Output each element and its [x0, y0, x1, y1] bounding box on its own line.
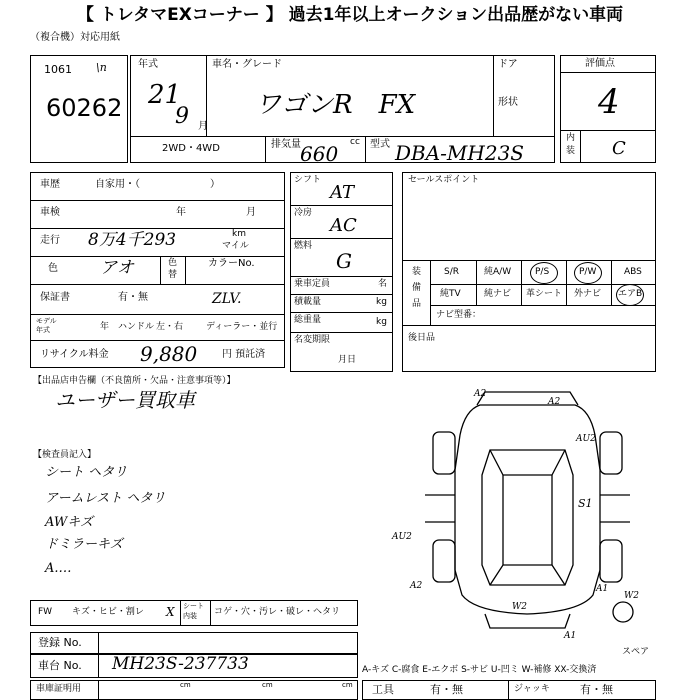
equipment-label-1: 装 [412, 267, 422, 277]
color-label: 色 [48, 263, 58, 274]
inspector-line-5: A.… [45, 561, 72, 576]
shift-value: AT [330, 182, 355, 203]
score-value: 4 [598, 82, 620, 122]
rear-window [490, 565, 565, 585]
notes-label: 【出品店申告欄（不良箇所・欠品・注意事項等）】 [33, 376, 236, 386]
car-body-diagram [395, 380, 660, 640]
notes-value: ユーザー買取車 [55, 388, 195, 412]
inspector-line-4: ドミラーキズ [45, 537, 123, 552]
cm-unit-1: cm [180, 681, 191, 689]
damage-mark-2: A2 [548, 397, 561, 407]
front-bumper [477, 392, 578, 405]
ps-circle-mark [530, 262, 558, 284]
dealer-label: ディーラー・並行 [206, 322, 278, 332]
inspector-line-1: シート ヘタリ [45, 465, 128, 480]
model-value: DBA-MH23S [395, 141, 525, 165]
lower-box-label: 後日品 [408, 333, 436, 343]
left-info-table [30, 172, 285, 368]
inspection-label: 車検 [40, 207, 60, 218]
windshield [490, 450, 565, 475]
navi-label: ナビ型番： [436, 310, 482, 320]
damage-legend: A-キズ C-腐食 E-エクボ S-サビ U-凹ミ W-補修 XX-交換済 [362, 665, 597, 675]
displacement-value: 660 [300, 142, 339, 166]
equipment-label-3: 品 [412, 299, 422, 309]
damage-mark-9: W2 [624, 591, 639, 601]
shape-label: 形状 [498, 97, 518, 108]
displacement-unit: cc [350, 137, 360, 147]
name-label: 車名・グレード [212, 59, 282, 70]
handle-value: 左・右 [156, 322, 184, 332]
equip-ps: P/S [535, 267, 550, 277]
weight-unit: kg [376, 317, 387, 327]
equip-pw: P/W [579, 267, 597, 277]
seat-text: コゲ・穴・汚レ・破レ・ヘタリ [214, 607, 341, 617]
reg-label: 登録 No. [38, 636, 82, 649]
deadline-label: 名変期限 [294, 335, 331, 345]
displacement-label: 排気量 [271, 139, 301, 150]
cert-label: 車庫証明用 [36, 684, 82, 694]
jack-value: 有・無 [580, 683, 613, 696]
ac-value: AC [330, 215, 357, 236]
damage-mark-10: A1 [564, 631, 577, 641]
fw-label: FW [38, 607, 53, 617]
model-year-unit: 年 [100, 322, 110, 332]
recycle-unit: 円 預託済 [222, 349, 266, 360]
equip-ext-navi: 外ナビ [574, 289, 602, 299]
interior-value: C [612, 138, 626, 159]
fw-mark: X [166, 605, 175, 619]
equip-sr: S/R [444, 267, 459, 277]
weight-label: 総重量 [294, 315, 322, 325]
damage-mark-8: W2 [512, 602, 527, 612]
rear-bumper [485, 614, 570, 628]
pw-circle-mark [574, 262, 602, 284]
equip-leather: 革シート [526, 289, 563, 299]
damage-mark-4: S1 [578, 497, 593, 510]
rear-left-tire [433, 540, 455, 582]
history-value: 自家用・（ ） [95, 179, 220, 190]
equip-abs: ABS [624, 267, 642, 277]
subtitle: （複合機）対応用紙 [30, 32, 120, 43]
inspection-year: 年 [176, 207, 186, 218]
capacity-label: 乗車定員 [294, 279, 331, 289]
year-label: 年式 [138, 59, 158, 70]
cm-unit-3: cm [342, 681, 353, 689]
door-label: ドア [498, 59, 518, 70]
equipment-label-2: 備 [412, 283, 422, 293]
sales-point-box [402, 172, 656, 372]
damage-mark-6: A2 [410, 581, 423, 591]
color-value: アオ [100, 258, 134, 278]
capacity-unit: 名 [378, 279, 388, 289]
color-change-1: 色 [168, 258, 178, 268]
recycle-value: 9,880 [140, 342, 198, 366]
lot-number: 60262 [46, 94, 123, 122]
score-label: 評価点 [585, 58, 615, 69]
warranty-note: ZLV. [212, 291, 242, 307]
fuel-value: G [336, 249, 352, 273]
lot-code: 1061 [44, 63, 72, 76]
chassis-value: MH23S-237733 [112, 654, 249, 674]
airbag-circle-mark [616, 284, 644, 306]
damage-mark-3: AU2 [576, 434, 596, 444]
spare-label: スペア [622, 647, 650, 657]
month-label: 月 [198, 121, 208, 132]
jack-label: ジャッキ [514, 684, 550, 694]
inspector-line-2: アームレスト ヘタリ [45, 491, 166, 506]
model-year-label-1: モデル [36, 317, 57, 325]
warranty-value: 有・無 [118, 292, 148, 303]
inspection-month: 月 [246, 207, 256, 218]
name-value: ワゴンR FX [255, 90, 416, 120]
interior-label-2: 装 [566, 146, 576, 156]
inspector-line-3: AWキズ [45, 515, 93, 530]
equip-navi: 純ナビ [484, 289, 512, 299]
load-unit: kg [376, 297, 387, 307]
mileage-unit-top: km [232, 229, 246, 239]
banner-title: 【 トレタマEXコーナー 】 過去1年以上オークション出品歴がない車両 [76, 5, 624, 25]
rear-right-tire [600, 540, 622, 582]
front-left-tire [433, 432, 455, 474]
color-no-label: カラーNo. [208, 258, 255, 269]
damage-mark-1: A2 [474, 389, 487, 399]
mileage-label: 走行 [40, 235, 60, 246]
ac-label: 冷房 [294, 208, 313, 218]
fuel-label: 燃料 [294, 241, 313, 251]
equip-airbag: エアB [618, 289, 643, 299]
month-value: 9 [175, 104, 189, 129]
equip-tv: 純TV [440, 289, 461, 299]
seat-label-1: シート [183, 602, 204, 610]
tool-label: 工具 [372, 683, 394, 696]
equip-aw: 純A/W [484, 267, 512, 277]
deadline-unit: 月日 [338, 355, 357, 365]
handle-label: ハンドル [118, 322, 155, 332]
model-label: 型式 [370, 139, 390, 150]
mileage-unit-bottom: マイル [222, 241, 249, 251]
lot-suffix: \n [96, 61, 107, 74]
model-year-label-2: 年式 [36, 326, 50, 334]
color-change-2: 替 [168, 270, 178, 280]
damage-mark-7: A1 [596, 584, 609, 594]
year-value: 21 [148, 80, 182, 110]
warranty-label: 保証書 [40, 292, 70, 303]
recycle-label: リサイクル料金 [40, 349, 109, 360]
seat-label-2: 内装 [183, 612, 197, 620]
mileage-value: 8万4千293 [88, 230, 177, 250]
spare-tire [613, 602, 633, 622]
drive-text: 2WD・4WD [162, 143, 220, 154]
cm-unit-2: cm [262, 681, 273, 689]
inspector-label: 【検査員記入】 [33, 450, 97, 460]
damage-mark-5: AU2 [392, 532, 412, 542]
chassis-label: 車台 No. [38, 659, 82, 672]
shift-label: シフト [294, 175, 322, 185]
sales-point-label: セールスポイント [408, 175, 480, 185]
load-label: 積載量 [294, 297, 322, 307]
front-right-tire [600, 432, 622, 474]
history-label: 車歴 [40, 179, 60, 190]
tool-value: 有・無 [430, 683, 463, 696]
interior-label-1: 内 [566, 133, 576, 143]
fw-text: キズ・ヒビ・割レ [72, 607, 144, 617]
